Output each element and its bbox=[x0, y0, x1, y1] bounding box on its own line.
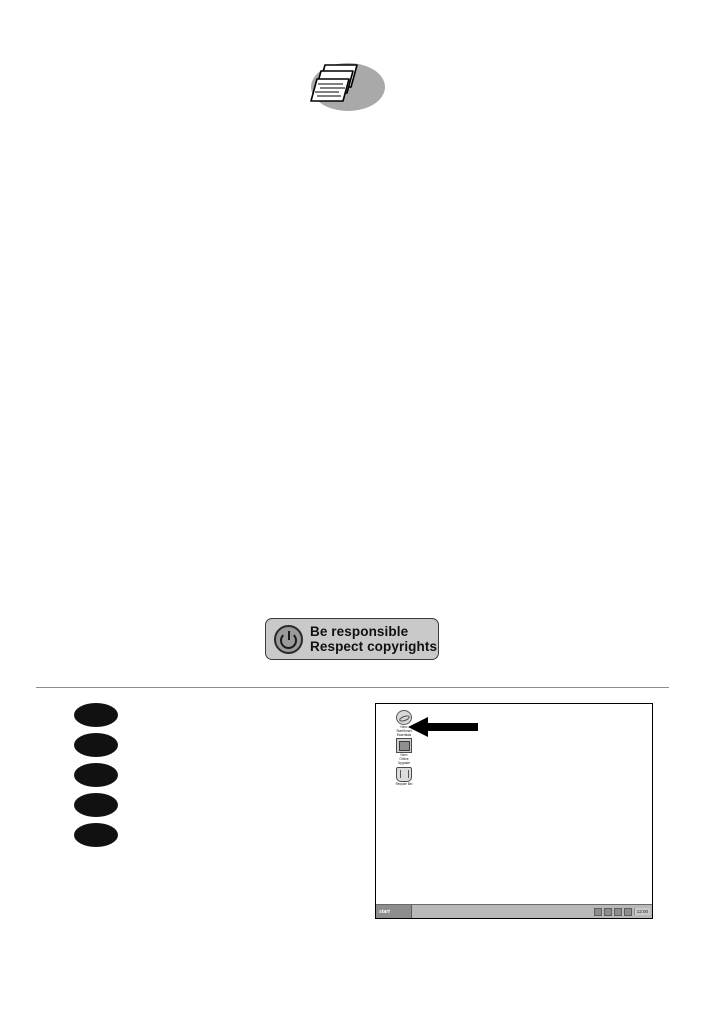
box-icon bbox=[396, 738, 412, 753]
list-item bbox=[74, 733, 118, 757]
list-item bbox=[74, 793, 118, 817]
volume-icon[interactable] bbox=[614, 908, 622, 916]
folder-documents-icon bbox=[305, 57, 387, 115]
taskbar-clock: 12:00 bbox=[634, 908, 650, 915]
desktop-icon-label: Nero Online Upgrade bbox=[397, 753, 411, 765]
desktop-icon-label: Nero StartSmart Essentials bbox=[396, 725, 412, 737]
power-button-icon bbox=[274, 625, 303, 654]
banner-line-1: Be responsible bbox=[310, 624, 409, 639]
list-item bbox=[74, 823, 118, 847]
page-divider bbox=[36, 687, 669, 688]
bullet-list bbox=[74, 703, 120, 853]
banner-text bbox=[310, 624, 437, 654]
folder-icon-graphic bbox=[305, 57, 387, 115]
start-button[interactable] bbox=[376, 905, 412, 918]
network-icon[interactable] bbox=[604, 908, 612, 916]
usb-icon[interactable] bbox=[624, 908, 632, 916]
desktop-icon-label: Recycle Bin bbox=[395, 782, 413, 786]
desktop-icon-nero-online-upgrade[interactable] bbox=[382, 738, 426, 766]
bin-icon bbox=[396, 767, 412, 782]
list-item bbox=[74, 763, 118, 787]
start-button-label: start bbox=[379, 908, 390, 915]
callout-arrow-left bbox=[408, 716, 478, 738]
system-tray bbox=[594, 908, 652, 916]
respect-copyrights-banner bbox=[265, 618, 439, 660]
shield-icon[interactable] bbox=[594, 908, 602, 916]
list-item bbox=[74, 703, 118, 727]
desktop-icon-recycle-bin[interactable] bbox=[382, 767, 426, 787]
banner-line-2: Respect copyrights bbox=[310, 639, 438, 654]
taskbar bbox=[376, 904, 652, 918]
